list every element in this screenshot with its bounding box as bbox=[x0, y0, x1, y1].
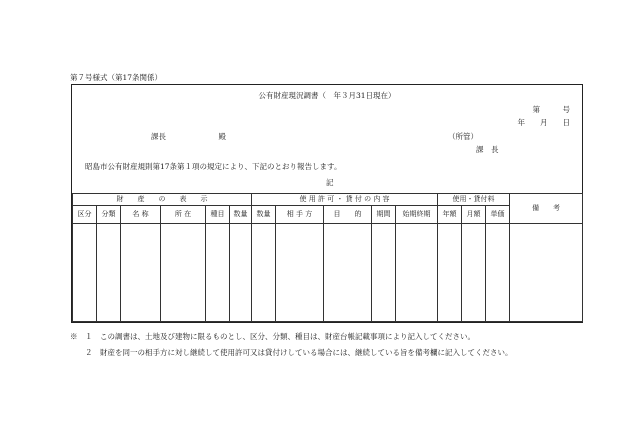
cell-getsugaku bbox=[462, 224, 486, 322]
column-header-kikan: 期間 bbox=[372, 206, 396, 224]
cell-kubun bbox=[73, 224, 97, 322]
cell-kikan bbox=[372, 224, 396, 322]
cell-permit-suryo bbox=[252, 224, 276, 322]
cell-shumoku bbox=[206, 224, 230, 322]
document-title: 公有財産現況調書（ 年３月31日現在） bbox=[258, 91, 396, 100]
cell-mokuteki bbox=[324, 224, 372, 322]
office-label: （所管） bbox=[448, 132, 478, 141]
column-header-nengaku: 年額 bbox=[438, 206, 462, 224]
form-frame bbox=[71, 84, 583, 323]
column-header-remarks: 備 考 bbox=[510, 194, 583, 224]
column-header-aitekata: 相 手 方 bbox=[276, 206, 324, 224]
group-header-permit: 使 用 許 可 ・ 貸 付 の 内 容 bbox=[252, 194, 438, 206]
column-header-meisho: 名 称 bbox=[121, 206, 161, 224]
cell-tanka bbox=[486, 224, 510, 322]
group-header-property: 財 産 の 表 示 bbox=[73, 194, 252, 206]
column-header-tanka: 単価 bbox=[486, 206, 510, 224]
cell-shishuki bbox=[396, 224, 438, 322]
cell-shozai bbox=[161, 224, 206, 322]
column-header-bunrui: 分類 bbox=[97, 206, 121, 224]
document-number-label: 第 号 bbox=[532, 105, 570, 114]
note-2: ２ 財産を同一の相手方に対し継続して使用許可又は貸付けしている場合には、継続している旨を備考欄に記入してください。 bbox=[70, 348, 513, 357]
addressee-label: 課長 殿 bbox=[151, 132, 226, 141]
date-label: 年 月 日 bbox=[517, 118, 570, 127]
cell-meisho bbox=[121, 224, 161, 322]
note-1: ※ １ この調書は、土地及び建物に限るものとし、区分、分類、種目は、財産台帳記載事項により記入してください。 bbox=[70, 332, 475, 341]
column-header-kubun: 区分 bbox=[73, 206, 97, 224]
column-header-getsugaku: 月額 bbox=[462, 206, 486, 224]
column-header-mokuteki: 目 的 bbox=[324, 206, 372, 224]
cell-aitekata bbox=[276, 224, 324, 322]
ki-label: 記 bbox=[326, 178, 334, 187]
column-header-shishuki: 始期終期 bbox=[396, 206, 438, 224]
column-header-permit-suryo: 数量 bbox=[252, 206, 276, 224]
column-header-shozai: 所 在 bbox=[161, 206, 206, 224]
cell-suryo bbox=[230, 224, 252, 322]
cell-remarks bbox=[510, 224, 583, 322]
body-text: 昭島市公有財産規則第17条第１項の規定により、下記のとおり報告します。 bbox=[85, 162, 342, 171]
cell-nengaku bbox=[438, 224, 462, 322]
group-header-fee: 使用・貸付料 bbox=[438, 194, 510, 206]
section-chief-label: 課 長 bbox=[476, 145, 499, 154]
column-header-suryo: 数量 bbox=[230, 206, 252, 224]
report-table bbox=[72, 193, 583, 322]
form-number-label: 第７号様式（第17条関係） bbox=[70, 73, 163, 82]
cell-bunrui bbox=[97, 224, 121, 322]
column-header-shumoku: 種目 bbox=[206, 206, 230, 224]
table-row bbox=[73, 224, 583, 322]
